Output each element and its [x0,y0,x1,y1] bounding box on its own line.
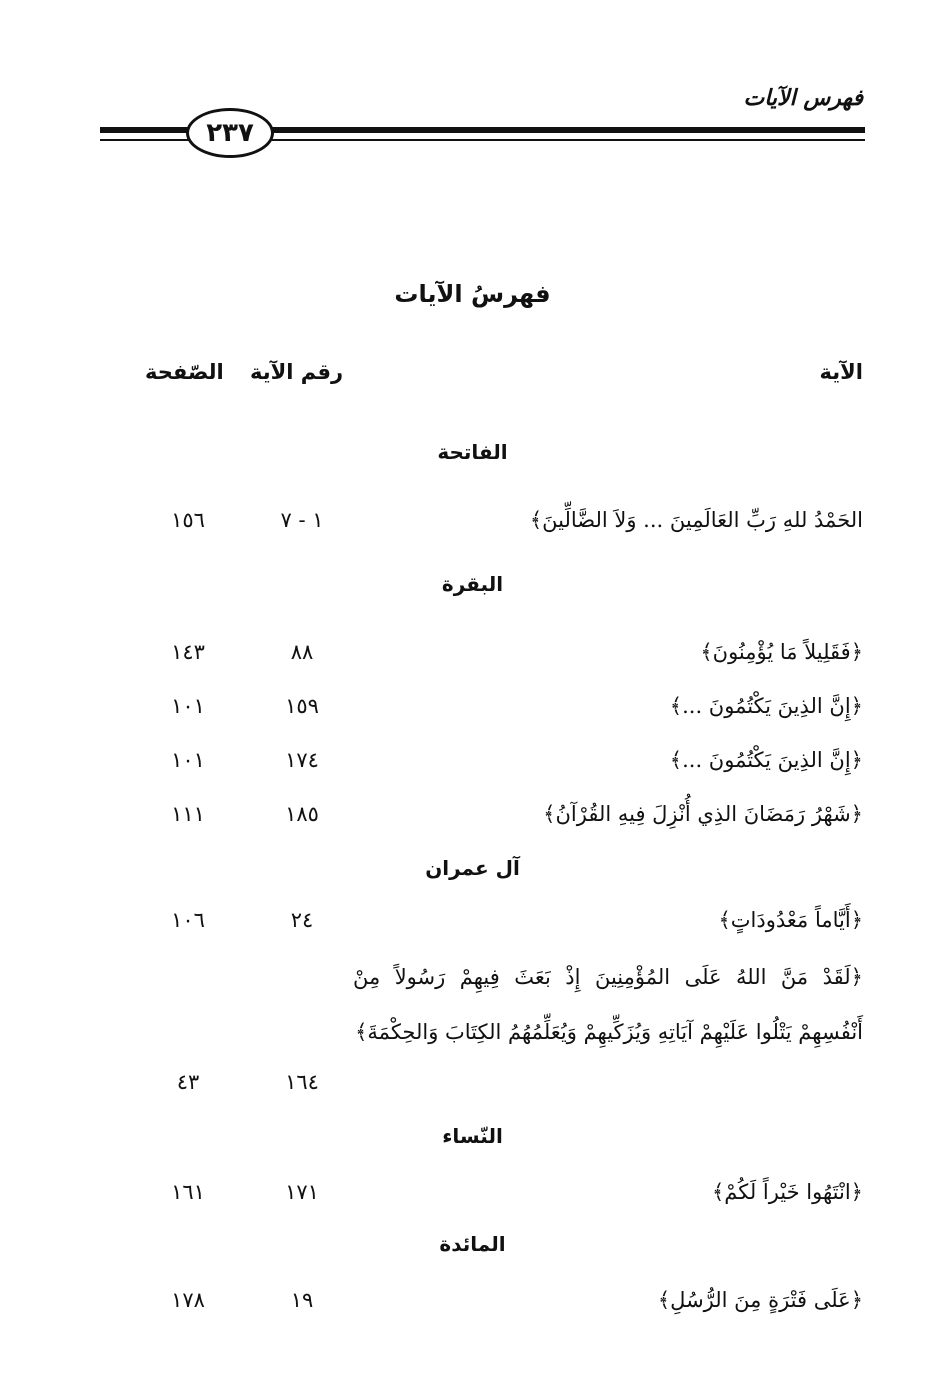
surah-heading: المائدة [439,1232,506,1256]
verse-text: ﴿لَقَدْ مَنَّ اللهُ عَلَى المُؤْمِنِينَ إِذْ بَعَثَ فِيهِمْ رَسُولاً مِنْ أَنْفُسِهِمْ يَتْلُوا عَلَيْهِمْ آيَاتِهِ وَيُزَكِّيهِمْ وَيُعَلِّمُهُمُ الكِتَابَ وَالحِكْمَةَ﴾ [353,965,863,1044]
page-number: ٢٣٧ [186,108,274,158]
verse-number: ١ - ٧ [280,508,324,532]
column-header-page: الصّفحة [145,360,224,384]
verse-number: ١٥٩ [285,694,319,718]
page-ref: ١٧٨ [171,1288,205,1312]
page-ref: ٤٣ [176,1070,200,1094]
surah-heading: النّساء [442,1124,503,1148]
verse-number: ١٦٤ [285,1070,319,1094]
verse-text: ﴿انْتَهُوا خَيْراً لَكُمْ﴾ [711,1180,863,1204]
surah-heading: آل عمران [425,856,520,880]
verse-number: ١٧٤ [285,748,319,772]
surah-heading: الفاتحة [437,440,508,464]
verse-number: ٢٤ [290,908,314,932]
page-ref: ١٠١ [171,748,205,772]
verse-number: ١٨٥ [285,802,319,826]
verse-number: ١٩ [290,1288,314,1312]
page-ref: ١٥٦ [171,508,205,532]
header-title: فهرس الآيات [743,86,863,111]
page-ref: ١٠٦ [171,908,205,932]
verse-text: ﴿شَهْرُ رَمَضَانَ الذِي أُنْزِلَ فِيهِ القُرْآنُ﴾ [543,802,863,826]
page-ref: ١١١ [171,802,205,826]
verse-number: ٨٨ [290,640,314,664]
page-ref: ١٠١ [171,694,205,718]
verse-text: ﴿فَقَلِيلاً مَا يُؤْمِنُونَ﴾ [700,640,863,664]
verse-text: ﴿عَلَى فَتْرَةٍ مِنَ الرُّسُلِ﴾ [657,1288,863,1312]
verse-number: ١٧١ [285,1180,319,1204]
verse-text: ﴿إِنَّ الذِينَ يَكْتُمُونَ ...﴾ [669,694,863,718]
surah-heading: البقرة [441,572,504,596]
page-title: فهرسُ الآيات [394,280,551,308]
page-ref: ١٤٣ [171,640,205,664]
column-header-verse-number: رقم الآية [250,360,344,384]
column-header-verse: الآية [819,360,863,384]
page-ref: ١٦١ [171,1180,205,1204]
verse-text: ﴿أَيَّاماً مَعْدُودَاتٍ﴾ [718,908,863,932]
verse-text: ﴿إِنَّ الذِينَ يَكْتُمُونَ ...﴾ [669,748,863,772]
verse-text: الحَمْدُ للهِ رَبِّ العَالَمِينَ ... وَلاَ الضَّالِّينَ﴾ [529,508,863,532]
